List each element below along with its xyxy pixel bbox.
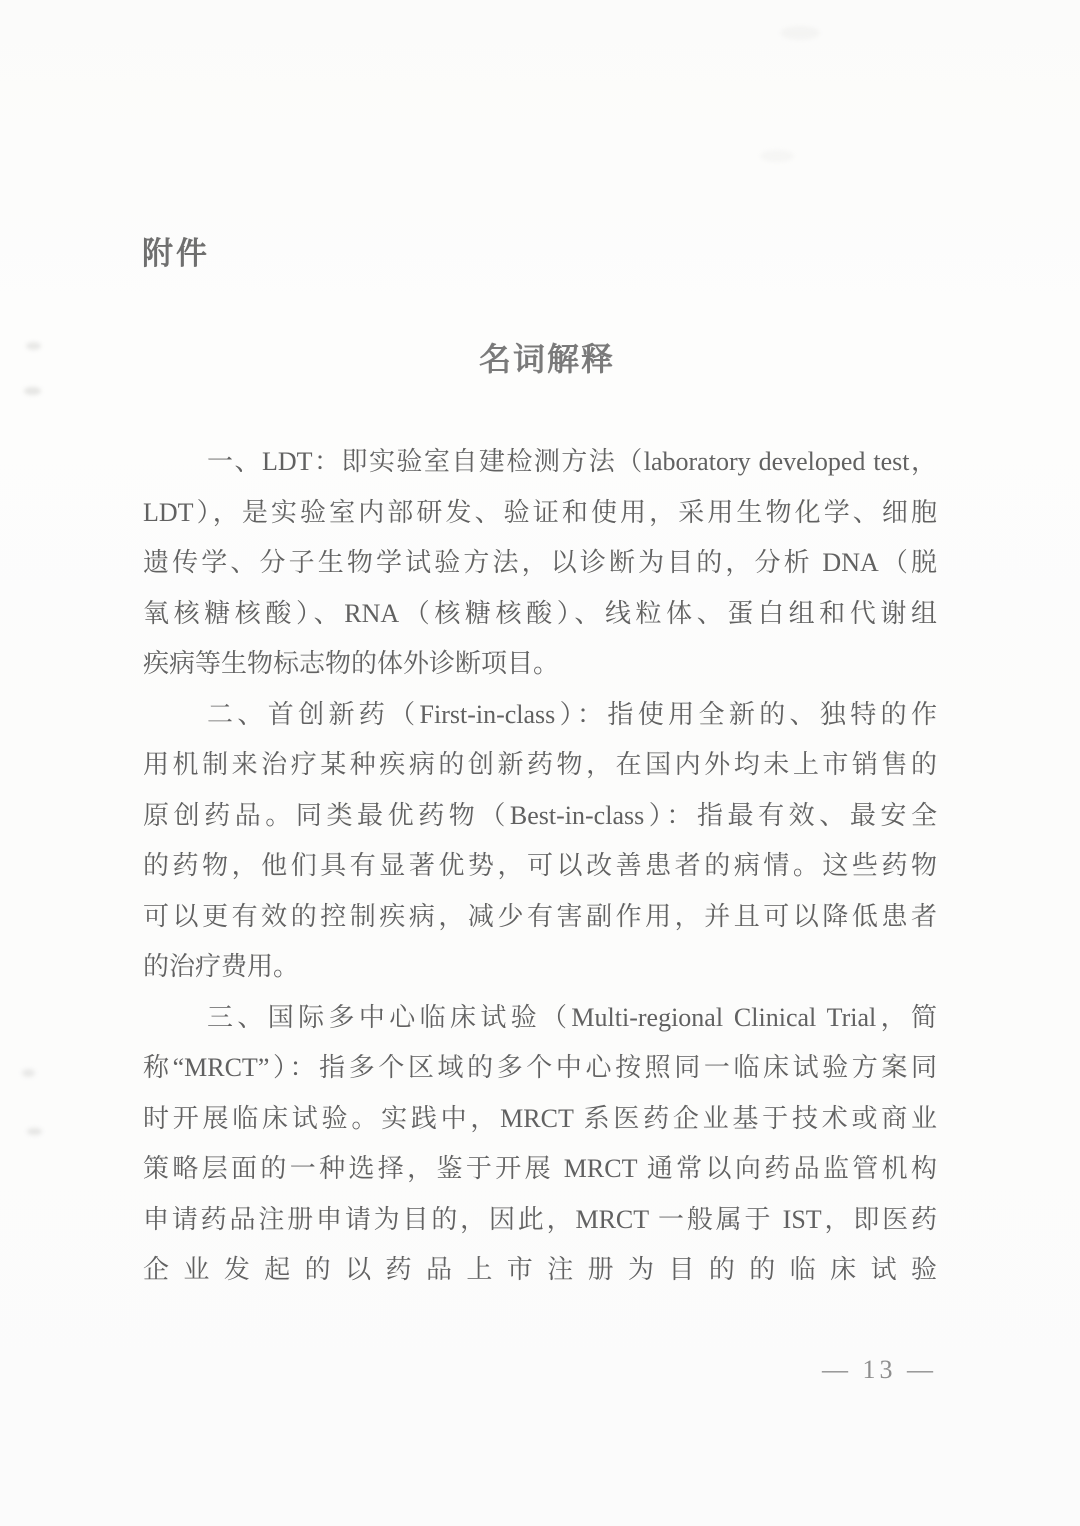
scan-speck	[780, 26, 820, 40]
attachment-label: 附件	[142, 236, 210, 271]
scan-speck	[27, 1128, 42, 1135]
text-line: 氧核糖核酸）、RNA（核糖核酸）、线粒体、蛋白组和代谢组	[143, 598, 937, 628]
text-line: 申请药品注册申请为目的，因此，MRCT 一般属于 IST，即医药	[143, 1204, 937, 1234]
text-line: 可以更有效的控制疾病，减少有害副作用，并且可以降低患者	[143, 901, 937, 931]
text-line: 遗传学、分子生物学试验方法，以诊断为目的，分析 DNA（脱	[143, 548, 937, 577]
text-line: LDT），是实验室内部研发、验证和使用，采用生物化学、细胞	[143, 497, 937, 527]
text-line: 策略层面的一种选择，鉴于开展 MRCT 通常以向药品监管机构	[143, 1154, 937, 1183]
scan-speck	[760, 150, 794, 162]
scan-speck	[22, 1069, 35, 1077]
text-line: 的药物，他们具有显著优势，可以改善患者的病情。这些药物	[143, 851, 937, 880]
paragraph-first-in-class	[143, 690, 937, 993]
text-line: 一、LDT：即实验室自建检测方法（laboratory developed test，	[207, 447, 937, 476]
text-line: 的治疗费用。	[143, 952, 300, 981]
text-line: 三、国际多中心临床试验（Multi-regional Clinical Trial，简	[207, 1002, 937, 1032]
text-line: 企业发起的以药品上市注册为目的的临床试验	[143, 1255, 937, 1284]
document-title: 名词解释	[478, 341, 615, 377]
text-line: 称“MRCT”）：指多个区域的多个中心按照同一临床试验方案同	[143, 1053, 937, 1082]
page-number: — 13 —	[822, 1355, 937, 1384]
scan-speck	[24, 387, 41, 395]
text-line: 疾病等生物标志物的体外诊断项目。	[143, 649, 560, 678]
paragraph-mrct	[143, 993, 937, 1296]
scan-speck	[26, 342, 41, 350]
text-line: 原创药品。同类最优药物（Best-in-class）：指最有效、最安全	[143, 800, 937, 830]
document-body	[143, 437, 937, 1296]
text-line: 时开展临床试验。实践中，MRCT 系医药企业基于技术或商业	[143, 1103, 937, 1133]
paragraph-ldt	[143, 437, 937, 690]
text-line: 二、首创新药（First-in-class）：指使用全新的、独特的作	[207, 699, 937, 729]
text-line: 用机制来治疗某种疾病的创新药物，在国内外均未上市销售的	[143, 750, 937, 779]
